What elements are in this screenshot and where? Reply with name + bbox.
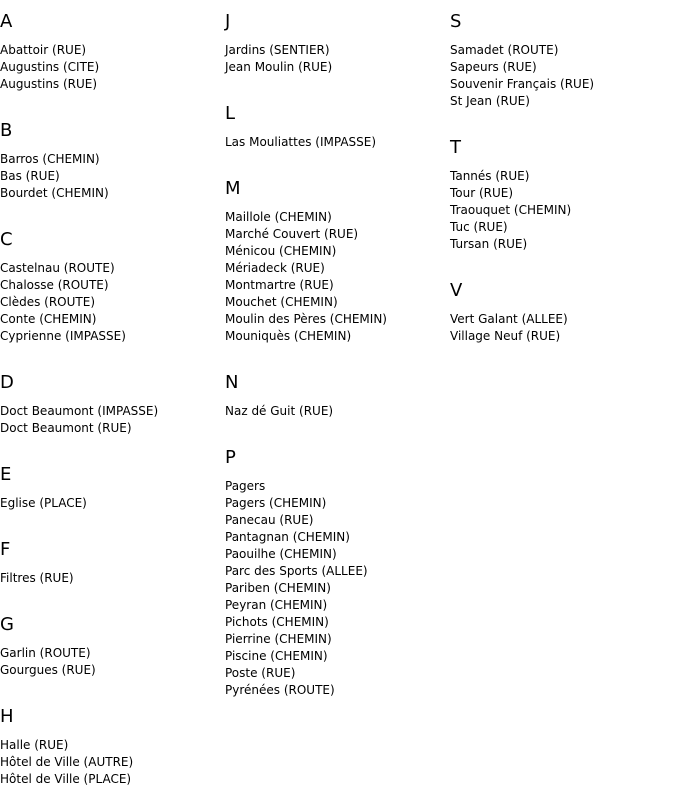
letter-section <box>225 11 447 92</box>
section-spacer <box>0 202 222 218</box>
street-link[interactable]: Augustins (RUE) <box>0 77 98 91</box>
street-list-item <box>0 260 222 277</box>
street-list-item <box>0 570 222 587</box>
letter-heading: J <box>225 11 231 32</box>
street-list-item <box>225 529 447 546</box>
street-list <box>0 260 222 345</box>
street-list-item <box>450 93 672 110</box>
street-list-item <box>0 168 222 185</box>
street-link[interactable]: Maillole (CHEMIN) <box>225 210 332 224</box>
street-list-item <box>0 59 222 76</box>
street-list-item <box>0 420 222 437</box>
street-list <box>225 42 447 76</box>
street-list-item <box>225 294 447 311</box>
street-list-item <box>225 260 447 277</box>
street-list <box>0 403 222 437</box>
street-list-item <box>450 185 672 202</box>
section-spacer <box>225 151 447 167</box>
street-link[interactable]: Panecau (RUE) <box>225 513 314 527</box>
street-link[interactable]: Hôtel de Ville (PLACE) <box>0 772 132 786</box>
street-list-item <box>450 168 672 185</box>
street-link[interactable]: Paouilhe (CHEMIN) <box>225 547 337 561</box>
letter-section <box>0 120 222 218</box>
street-link[interactable]: Ménicou (CHEMIN) <box>225 244 337 258</box>
section-spacer <box>0 512 222 528</box>
street-list-item <box>450 202 672 219</box>
street-list-item <box>450 219 672 236</box>
street-list <box>225 134 447 151</box>
letter-heading: G <box>0 614 14 635</box>
letter-heading: B <box>0 120 13 141</box>
section-spacer <box>225 76 447 92</box>
street-index-column-1 <box>0 0 222 804</box>
letter-section <box>0 706 222 804</box>
street-list <box>0 42 222 93</box>
section-spacer <box>0 587 222 603</box>
letter-heading: C <box>0 229 13 250</box>
street-link[interactable]: St Jean (RUE) <box>450 94 530 108</box>
street-list-item <box>225 512 447 529</box>
street-link[interactable]: Bas (RUE) <box>0 169 60 183</box>
letter-section <box>450 11 672 126</box>
street-link[interactable]: Abattoir (RUE) <box>0 43 87 57</box>
street-list-item <box>0 754 222 771</box>
street-link[interactable]: Tour (RUE) <box>450 186 514 200</box>
street-list <box>450 168 672 253</box>
street-link[interactable]: Mériadeck (RUE) <box>225 261 325 275</box>
street-list-item <box>225 631 447 648</box>
street-link[interactable]: Jardins (SENTIER) <box>225 43 330 57</box>
street-list <box>0 151 222 202</box>
letter-section <box>0 614 222 695</box>
street-list-item <box>0 328 222 345</box>
letter-section <box>0 464 222 528</box>
letter-heading: E <box>0 464 12 485</box>
street-link[interactable]: Pichots (CHEMIN) <box>225 615 329 629</box>
street-link[interactable]: Pariben (CHEMIN) <box>225 581 331 595</box>
street-link[interactable]: Marché Couvert (RUE) <box>225 227 359 241</box>
street-list-item <box>225 597 447 614</box>
section-spacer <box>225 345 447 361</box>
street-list-item <box>225 682 447 699</box>
letter-heading: N <box>225 372 239 393</box>
street-link[interactable]: Mouniquès (CHEMIN) <box>225 329 352 343</box>
street-list-item <box>225 59 447 76</box>
street-link[interactable]: Conte (CHEMIN) <box>0 312 97 326</box>
street-list-item <box>225 311 447 328</box>
street-list-item <box>450 328 672 345</box>
street-link[interactable]: Tuc (RUE) <box>450 220 508 234</box>
street-link[interactable]: Filtres (RUE) <box>0 571 74 585</box>
street-list-item <box>225 563 447 580</box>
street-list <box>450 311 672 345</box>
street-index-column-2 <box>225 0 447 715</box>
street-list <box>225 403 447 420</box>
street-link[interactable]: Moulin des Pères (CHEMIN) <box>225 312 387 326</box>
street-list <box>0 570 222 587</box>
letter-heading: T <box>450 137 461 158</box>
letter-section <box>450 137 672 269</box>
street-list <box>225 478 447 699</box>
letter-heading: F <box>0 539 11 560</box>
letter-section <box>225 178 447 361</box>
street-link[interactable]: Doct Beaumont (RUE) <box>0 421 132 435</box>
section-spacer <box>450 253 672 269</box>
letter-section <box>225 372 447 436</box>
section-spacer <box>450 110 672 126</box>
letter-section <box>450 280 672 361</box>
street-link[interactable]: Pyrénées (ROUTE) <box>225 683 335 697</box>
street-list-item <box>450 311 672 328</box>
street-list-item <box>225 478 447 495</box>
street-link[interactable]: Garlin (ROUTE) <box>0 646 91 660</box>
street-list-item <box>0 737 222 754</box>
street-link[interactable]: Traouquet (CHEMIN) <box>450 203 572 217</box>
letter-heading: A <box>0 11 13 32</box>
street-list <box>0 737 222 788</box>
street-list-item <box>225 648 447 665</box>
letter-heading: V <box>450 280 463 301</box>
letter-section <box>225 447 447 715</box>
street-list-item <box>225 134 447 151</box>
street-list-item <box>0 151 222 168</box>
street-list-item <box>0 771 222 788</box>
section-spacer <box>225 699 447 715</box>
street-link[interactable]: Naz dé Guit (RUE) <box>225 404 334 418</box>
street-list <box>225 209 447 345</box>
street-link[interactable]: Clèdes (ROUTE) <box>0 295 96 309</box>
street-link[interactable]: Mouchet (CHEMIN) <box>225 295 338 309</box>
street-link[interactable]: Pantagnan (CHEMIN) <box>225 530 350 544</box>
street-list-item <box>0 662 222 679</box>
street-link[interactable]: Pierrine (CHEMIN) <box>225 632 332 646</box>
letter-heading: L <box>225 103 236 124</box>
letter-section <box>0 539 222 603</box>
street-list-item <box>225 614 447 631</box>
street-link[interactable]: Augustins (CITE) <box>0 60 100 74</box>
street-list-item <box>225 209 447 226</box>
street-list-item <box>225 243 447 260</box>
street-list-item <box>0 294 222 311</box>
street-list-item <box>0 277 222 294</box>
section-spacer <box>0 345 222 361</box>
street-link[interactable]: Chalosse (ROUTE) <box>0 278 109 292</box>
street-list-item <box>225 277 447 294</box>
street-link[interactable]: Tannés (RUE) <box>450 169 530 183</box>
street-list-item <box>0 185 222 202</box>
street-link[interactable]: Eglise (PLACE) <box>0 496 87 510</box>
street-list-item <box>225 403 447 420</box>
letter-heading: S <box>450 11 462 32</box>
street-link[interactable]: Parc des Sports (ALLEE) <box>225 564 368 578</box>
street-list-item <box>0 645 222 662</box>
section-spacer <box>225 420 447 436</box>
street-link[interactable]: Pagers (CHEMIN) <box>225 496 327 510</box>
street-link[interactable]: Village Neuf (RUE) <box>450 329 561 343</box>
street-list-item <box>0 76 222 93</box>
street-link[interactable]: Vert Galant (ALLEE) <box>450 312 568 326</box>
letter-section <box>0 11 222 109</box>
street-list-item <box>225 42 447 59</box>
street-link[interactable]: Sapeurs (RUE) <box>450 60 537 74</box>
street-list <box>450 42 672 110</box>
street-link[interactable]: Peyran (CHEMIN) <box>225 598 328 612</box>
street-list-item <box>225 328 447 345</box>
letter-heading: H <box>0 706 14 727</box>
street-link[interactable]: Halle (RUE) <box>0 738 69 752</box>
street-list-item <box>0 495 222 512</box>
street-list-item <box>450 76 672 93</box>
street-list-item <box>225 665 447 682</box>
section-spacer <box>450 345 672 361</box>
street-list-item <box>225 495 447 512</box>
street-link[interactable]: Pagers <box>225 479 266 493</box>
letter-section <box>0 372 222 453</box>
street-link[interactable]: Doct Beaumont (IMPASSE) <box>0 404 159 418</box>
letter-section <box>0 229 222 361</box>
street-link[interactable]: Las Mouliattes (IMPASSE) <box>225 135 377 149</box>
letter-section <box>225 103 447 167</box>
street-list-item <box>450 236 672 253</box>
street-link[interactable]: Piscine (CHEMIN) <box>225 649 328 663</box>
street-list-item <box>225 226 447 243</box>
street-list-item <box>0 311 222 328</box>
section-spacer <box>0 437 222 453</box>
section-spacer <box>0 93 222 109</box>
street-link[interactable]: Hôtel de Ville (AUTRE) <box>0 755 134 769</box>
letter-heading: M <box>225 178 241 199</box>
street-list <box>0 645 222 679</box>
street-link[interactable]: Gourgues (RUE) <box>0 663 96 677</box>
letter-heading: D <box>0 372 14 393</box>
street-link[interactable]: Montmartre (RUE) <box>225 278 334 292</box>
street-link[interactable]: Poste (RUE) <box>225 666 296 680</box>
street-list-item <box>450 59 672 76</box>
street-link[interactable]: Samadet (ROUTE) <box>450 43 559 57</box>
street-link[interactable]: Souvenir Français (RUE) <box>450 77 595 91</box>
street-list-item <box>225 580 447 597</box>
section-spacer <box>0 788 222 804</box>
street-link[interactable]: Bourdet (CHEMIN) <box>0 186 109 200</box>
street-link[interactable]: Jean Moulin (RUE) <box>225 60 333 74</box>
street-index-column-3 <box>450 0 672 361</box>
street-list <box>0 495 222 512</box>
street-list-item <box>0 42 222 59</box>
street-link[interactable]: Castelnau (ROUTE) <box>0 261 115 275</box>
section-spacer <box>0 679 222 695</box>
street-link[interactable]: Barros (CHEMIN) <box>0 152 100 166</box>
street-link[interactable]: Cyprienne (IMPASSE) <box>0 329 126 343</box>
street-list-item <box>450 42 672 59</box>
street-list-item <box>0 403 222 420</box>
street-list-item <box>225 546 447 563</box>
street-link[interactable]: Tursan (RUE) <box>450 237 528 251</box>
letter-heading: P <box>225 447 236 468</box>
